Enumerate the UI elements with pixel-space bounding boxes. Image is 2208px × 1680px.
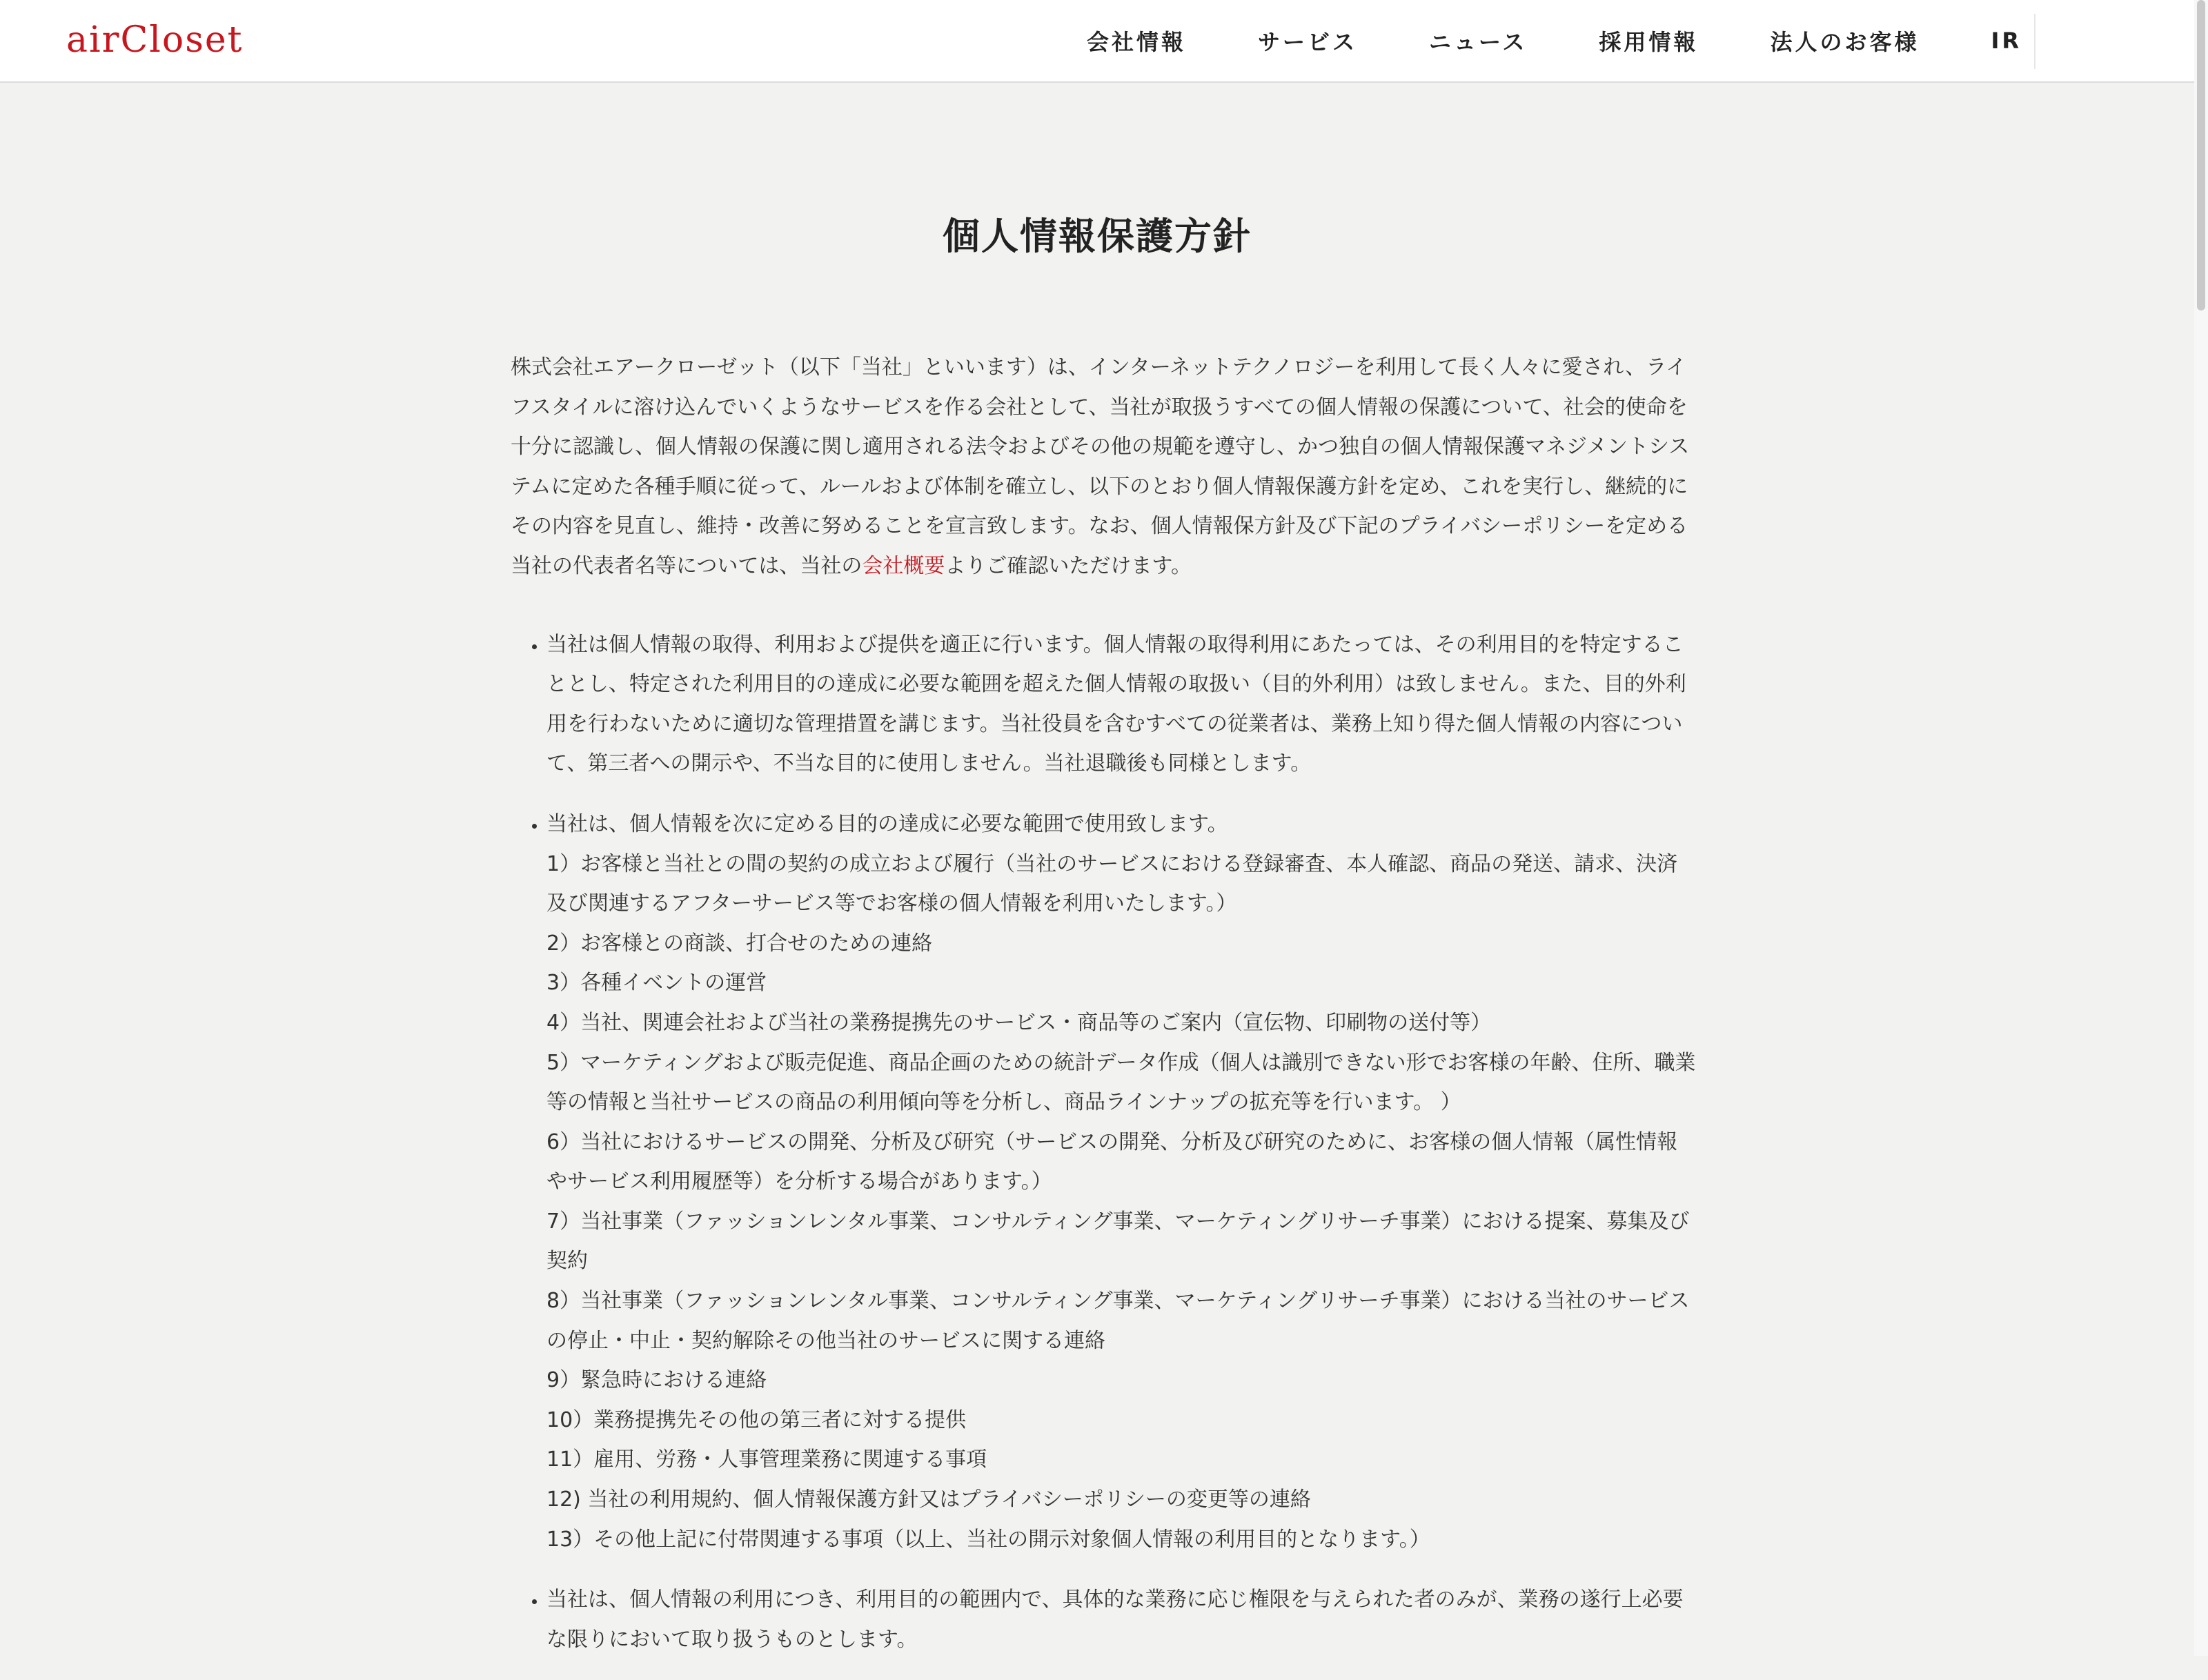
policy-list [511,625,1697,1660]
intro-text: 株式会社エアークローゼット（以下「当社」といいます）は、インターネットテクノロジーを利用して長く人々に愛され、ライフスタイルに溶け込んでいくようなサービスを作る会社として、当社が取扱うすべての個人情報の保護について、社会的使命を十分に認識し、個人情報の保護に関し適用される法令およびその他の規範を遵守し、かつ独自の個人情報保護マネジメントシステムに定めた各種手順に従って、ルールおよび体制を確立し、以下のとおり個人情報保護方針を定め、これを実行し、継続的にその内容を見直し、維持・改善に努めることを宣言致します。なお、個人情報保方針及び下記のプライバシーポリシーを定める当社の代表者名等については、当社の [511,355,1690,578]
scrollbar-thumb[interactable] [2197,0,2205,310]
policy-item-2 [546,804,1697,1559]
purpose-item: 2）お客様との商談、打合せのための連絡 [546,931,933,956]
page-scrollbar[interactable] [2194,0,2208,1656]
purpose-item: 4）当社、関連会社および当社の業務提携先のサービス・商品等のご案内（宣伝物、印刷物の送付等） [546,1010,1492,1035]
purpose-item: 9）緊急時における連絡 [546,1368,767,1393]
purpose-item: 5）マーケティングおよび販売促進、商品企画のための統計データ作成（個人は識別できない形でお客様の年齢、住所、職業等の情報と当社サービスの商品の利用傾向等を分析し、商品ラインナップの拡充等を行います。 ） [546,1050,1696,1115]
purpose-item: 3）各種イベントの運営 [546,971,767,996]
page-title: 個人情報保護方針 [943,215,1252,258]
purpose-item: 7）当社事業（ファッションレンタル事業、コンサルティング事業、マーケティングリサーチ事業）における提案、募集及び契約 [546,1209,1690,1274]
company-profile-link[interactable]: 会社概要 [862,553,945,578]
policy-item-3 [546,1580,1697,1659]
nav-services[interactable]: サービス [1258,29,1358,55]
policy-item-text: 当社は、個人情報を次に定める目的の達成に必要な範囲で使用致します。 [546,811,1228,836]
purpose-item: 12) 当社の利用規約、個人情報保護方針又はプライバシーポリシーの変更等の連絡 [546,1488,1311,1512]
nav-ir[interactable]: IR [1991,28,2022,54]
main-nav [1015,0,2022,81]
purpose-item: 11）雇用、労務・人事管理業務に関連する事項 [546,1447,987,1472]
policy-content [511,348,1697,1680]
purpose-item: 10）業務提携先その他の第三者に対する提供 [546,1407,967,1432]
purpose-item: 6）当社におけるサービスの開発、分析及び研究（サービスの開発、分析及び研究のために、お客様の個人情報（属性情報やサービス利用履歴等）を分析する場合があります。） [546,1129,1678,1194]
nav-divider [2034,14,2035,69]
intro-text-end: よりご確認いただけます。 [945,553,1192,578]
purpose-item: 1）お客様と当社との間の契約の成立および履行（当社のサービスにおける登録審査、本人確認、商品の発送、請求、決済及び関連するアフターサービス等でお客様の個人情報を利用いたします。） [546,851,1678,916]
purpose-item: 13）その他上記に付帯関連する事項（以上、当社の開示対象個人情報の利用目的となります。） [546,1527,1430,1552]
intro-paragraph [511,348,1697,586]
nav-corporate-customers[interactable]: 法人のお客様 [1770,29,1920,55]
site-logo[interactable]: airCloset [66,19,244,61]
nav-news[interactable]: ニュース [1429,29,1528,55]
policy-item-text: 当社は個人情報の取得、利用および提供を適正に行います。個人情報の取得利用にあたっては、その利用目的を特定することとし、特定された利用目的の達成に必要な範囲を超えた個人情報の取扱い（目的外利用）は致しません。また、目的外利用を行わないために適切な管理措置を講じます。当社役員を含むすべての従業者は、業務上知り得た個人情報の内容について、第三者への開示や、不当な目的に使用しません。当社退職後も同様とします。 [546,632,1686,776]
policy-item-1 [546,625,1697,784]
policy-item-text: 当社は、個人情報の利用につき、利用目的の範囲内で、具体的な業務に応じ権限を与えられた者のみが、業務の遂行上必要な限りにおいて取り扱うものとします。 [546,1588,1684,1652]
nav-recruit[interactable]: 採用情報 [1599,29,1699,55]
nav-company-info[interactable]: 会社情報 [1086,29,1186,55]
purpose-item: 8）当社事業（ファッションレンタル事業、コンサルティング事業、マーケティングリサーチ事業）における当社のサービスの停止・中止・契約解除その他当社のサービスに関する連絡 [546,1289,1690,1353]
site-header [0,0,2194,83]
